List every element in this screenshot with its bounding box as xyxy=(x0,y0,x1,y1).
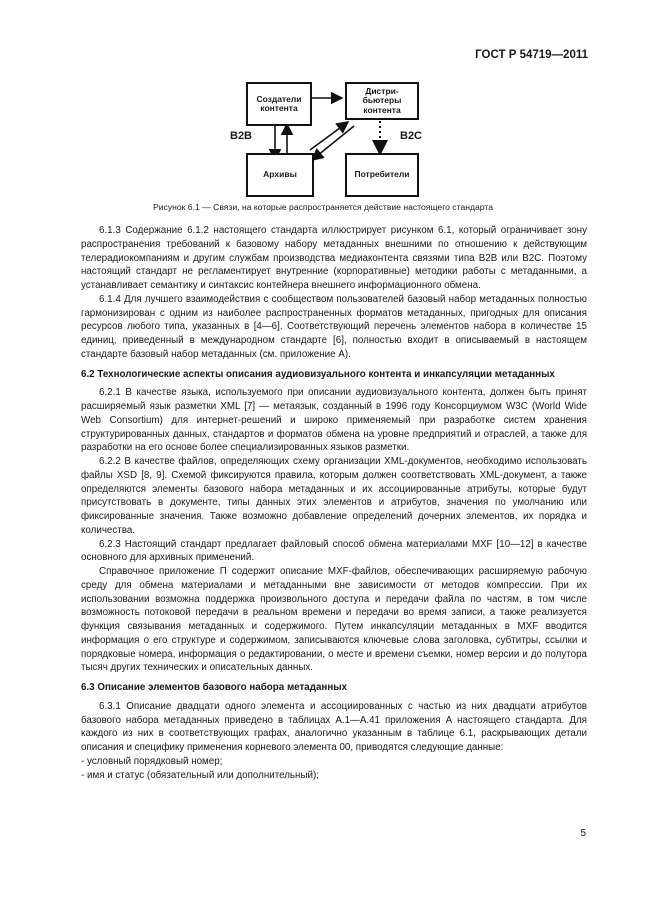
label-b2c: В2С xyxy=(400,130,423,142)
paragraph-6-2-1: 6.2.1 В качестве языка, используемого при описании аудиовизуального контента, должен быть принят расширяемый язык разметки XML [7] — метаязык, созданный в 1996 году Консорциумом W3C (World Wide Web Consortium) для интернет-решений и широко применяемый при разработке систем хранения структурированных данных, стандартов и форматов обмена на уровне предприятий и отраслей, а также для разработки на его основе более специализированных языков разметки. xyxy=(81,387,587,454)
box-archives: Архивы xyxy=(246,153,314,197)
standard-designation: ГОСТ Р 54719—2011 xyxy=(475,49,588,61)
list-item: - условный порядковый номер; xyxy=(81,755,223,767)
paragraph-6-1-4: 6.1.4 Для лучшего взаимодействия с сообществом пользователей базовый набор метаданных полностью гармонизирован с одним из наиболее распространенных форматов метаданных, пригодных для описания ресурсов любого типа, указанных в [4—6]. Соответствующий перечень элементов набора в количестве 15 единиц, приведенный в международном стандарте [6], полностью входит в описываемый в настоящем стандарте базовый набор метаданных (см. приложение А). xyxy=(81,293,587,360)
section-heading-6-2: 6.2 Технологические аспекты описания аудиовизуального контента и инкапсуляции метаданных xyxy=(81,368,555,380)
document-body xyxy=(81,224,587,782)
paragraph-6-2-2: 6.2.2 В качестве файлов, определяющих схему организации XML-документов, необходимо использовать файлы XSD [8, 9]. Схемой фиксируются правила, которым должен соответствовать XML-документ, а также определяются элементы базового набора метаданных и их ассоциированные атрибуты, которые будут присутствовать в документе, типы данных этих элементов и атрибутов, значения по умолчанию или фиксированные значения. Также возможно добавление определений дочерних элементов, их порядка и количества. xyxy=(81,456,587,536)
list-item: - имя и статус (обязательный или дополнительный); xyxy=(81,769,319,781)
paragraph-6-3-1: 6.3.1 Описание двадцати одного элемента и ассоциированных с частью из них двадцати атрибутов базового набора метаданных приведено в таблицах А.1—А.41 приложения А настоящего стандарта. Для каждого из них в соответствующих графах, аналогично указанным в таблице 6.1, раскрывающих детали описания и специфику применения корневого элемента 00, приводятся следующие данные: xyxy=(81,700,587,753)
section-heading-6-3: 6.3 Описание элементов базового набора метаданных xyxy=(81,682,348,693)
paragraph-6-1-3: 6.1.3 Содержание 6.1.2 настоящего стандарта иллюстрирует рисунком 6.1, который ограничивает зону распространения требований к базовому набору метаданных внешними по отношению к действующим телерадиокомпаниям и другим службам производства медиаконтента связями типа В2В или В2С. Поэтому настоящий стандарт не регламентирует внутренние (корпоративные) методики работы с метаданными, а устанавливает семантику и синтаксис контейнера внешнего информационного обмена. xyxy=(81,225,587,291)
box-content-creators: Создатели контента xyxy=(246,82,312,126)
box-consumers: Потребители xyxy=(345,153,419,197)
label-b2b: В2В xyxy=(230,130,253,142)
paragraph-6-2-3: 6.2.3 Настоящий стандарт предлагает файловый способ обмена материалами MXF [10—12] в качестве основного для архивных применений. xyxy=(81,538,587,564)
paragraph-appendix-p: Справочное приложение П содержит описание MXF-файлов, обеспечивающих расширяемую рабочую среду для обмена материалами и метаданными вне зависимости от методов компрессии. При их использовании возможна поддержка произвольного доступа и передачи файла по частям, в том числе возможность потоковой передачи в реальном времени и передачи во время записи, а также реализуется функция связывания метаданных и содержимого. Путем инкапсуляции метаданных в MXF вводится информация о его структуре и содержимом, записываются ключевые слова заголовка, субтитры, ссылки и порядковые номера, информация о редактировании, о месте и времени съемки, номер версии и до полутора тысяч других технических и описательных данных. xyxy=(81,566,587,674)
page-number: 5 xyxy=(580,828,586,839)
box-content-distributors: Дистри- бьютеры контента xyxy=(345,82,419,120)
figure-6-1 xyxy=(230,80,442,196)
figure-caption: Рисунок 6.1 — Связи, на которые распространяется действие настоящего стандарта xyxy=(153,202,493,212)
